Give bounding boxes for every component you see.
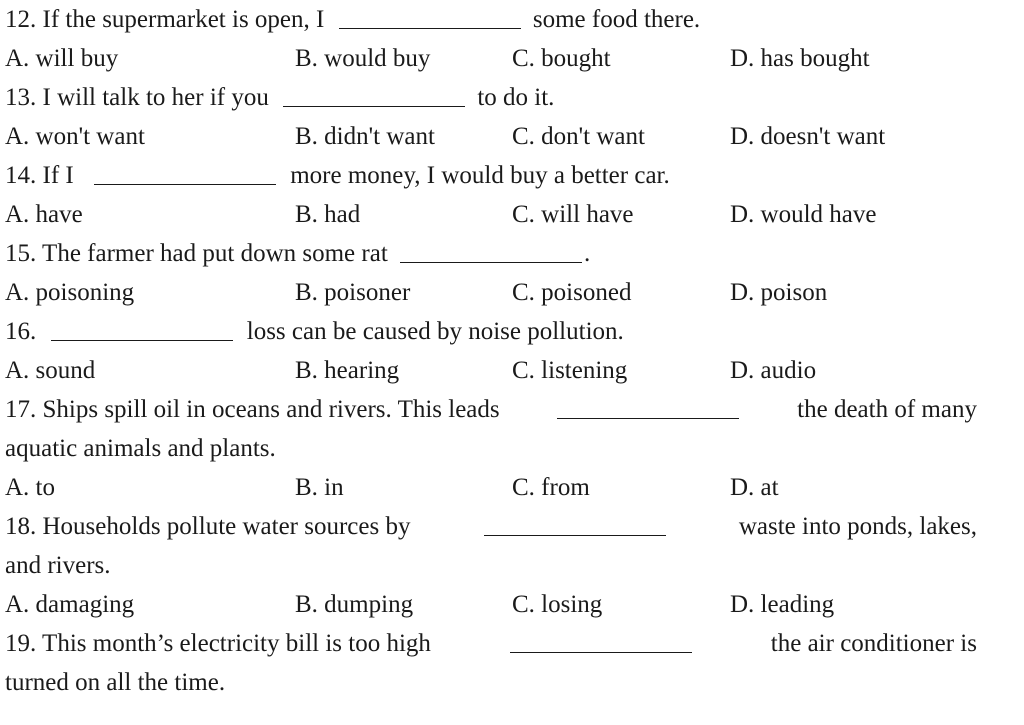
option-b: B. would buy xyxy=(295,45,431,72)
question-19-suffix: the air conditioner is xyxy=(770,630,977,657)
option-d: D. leading xyxy=(730,591,835,618)
question-19 xyxy=(5,624,977,663)
question-19-continuation: turned on all the time. xyxy=(5,669,226,696)
question-18 xyxy=(5,507,977,546)
option-a: A. will buy xyxy=(5,45,119,72)
option-c: C. will have xyxy=(512,201,634,228)
option-a: A. poisoning xyxy=(5,279,135,306)
question-13-options xyxy=(5,117,977,156)
question-17-prefix: 17. Ships spill oil in oceans and rivers. This leads xyxy=(5,396,500,423)
question-12 xyxy=(5,0,977,39)
option-b: B. hearing xyxy=(295,357,400,384)
option-d: D. doesn't want xyxy=(730,123,886,150)
question-16-options xyxy=(5,351,977,390)
question-13-prefix: 13. I will talk to her if you xyxy=(5,84,269,111)
option-d: D. has bought xyxy=(730,45,870,72)
question-15-suffix: . xyxy=(584,240,591,267)
option-a: A. won't want xyxy=(5,123,145,150)
question-14-prefix: 14. If I xyxy=(5,162,74,189)
question-18-continuation: and rivers. xyxy=(5,552,111,579)
option-d: D. poison xyxy=(730,279,828,306)
option-c: C. don't want xyxy=(512,123,645,150)
option-b: B. didn't want xyxy=(295,123,435,150)
answer-blank xyxy=(557,417,739,419)
question-14-options xyxy=(5,195,977,234)
option-b: B. poisoner xyxy=(295,279,411,306)
question-12-prefix: 12. If the supermarket is open, I xyxy=(5,6,325,33)
option-b: B. in xyxy=(295,474,344,501)
answer-blank xyxy=(339,27,521,29)
option-a: A. sound xyxy=(5,357,96,384)
question-12-options xyxy=(5,39,977,78)
question-12-suffix: some food there. xyxy=(532,6,701,33)
question-17-continuation: aquatic animals and plants. xyxy=(5,435,276,462)
option-d: D. at xyxy=(730,474,779,501)
question-14 xyxy=(5,156,977,195)
question-17-options xyxy=(5,468,977,507)
question-14-suffix: more money, I would buy a better car. xyxy=(290,162,670,189)
option-b: B. dumping xyxy=(295,591,414,618)
option-c: C. poisoned xyxy=(512,279,632,306)
worksheet xyxy=(5,0,977,702)
question-16 xyxy=(5,312,977,351)
question-15-prefix: 15. The farmer had put down some rat xyxy=(5,240,388,267)
question-16-prefix: 16. xyxy=(5,318,37,345)
question-19-prefix: 19. This month’s electricity bill is too high xyxy=(5,630,431,657)
option-a: A. to xyxy=(5,474,55,501)
question-15 xyxy=(5,234,977,273)
question-16-suffix: loss can be caused by noise pollution. xyxy=(246,318,624,345)
question-15-options xyxy=(5,273,977,312)
question-13 xyxy=(5,78,977,117)
answer-blank xyxy=(283,105,465,107)
answer-blank xyxy=(484,534,666,536)
option-c: C. from xyxy=(512,474,590,501)
answer-blank xyxy=(510,651,692,653)
option-c: C. listening xyxy=(512,357,628,384)
answer-blank xyxy=(400,261,582,263)
answer-blank xyxy=(94,183,276,185)
question-18-suffix: waste into ponds, lakes, xyxy=(738,513,977,540)
question-17 xyxy=(5,390,977,429)
answer-blank xyxy=(51,339,233,341)
option-d: D. would have xyxy=(730,201,877,228)
option-b: B. had xyxy=(295,201,361,228)
option-a: A. have xyxy=(5,201,83,228)
option-d: D. audio xyxy=(730,357,817,384)
question-17-suffix: the death of many xyxy=(797,396,977,423)
option-c: C. losing xyxy=(512,591,603,618)
option-c: C. bought xyxy=(512,45,611,72)
question-18-options xyxy=(5,585,977,624)
question-13-suffix: to do it. xyxy=(477,84,555,111)
option-a: A. damaging xyxy=(5,591,135,618)
question-18-prefix: 18. Households pollute water sources by xyxy=(5,513,411,540)
